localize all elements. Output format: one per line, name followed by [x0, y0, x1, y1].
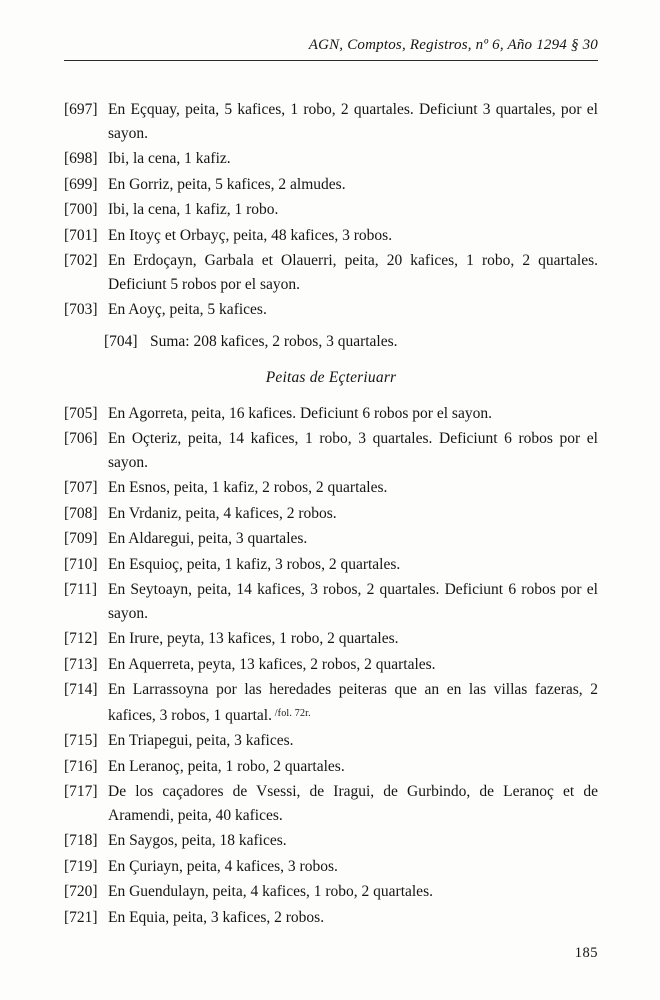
- entry-row: [64, 729, 598, 753]
- entry-number: [698]: [64, 150, 98, 167]
- entry-text: En Agorreta, peita, 16 kafices. Deficiunt 6 robos por el sayon.: [108, 404, 492, 422]
- entry-text: En Irure, peyta, 13 kafices, 1 robo, 2 quartales.: [108, 630, 399, 647]
- entry-number: [721]: [64, 908, 98, 926]
- header-rule: [64, 60, 598, 61]
- entries-section-1: [64, 98, 598, 322]
- entry-number: [719]: [64, 857, 98, 875]
- entry-row: [64, 780, 598, 827]
- entry-text: En Aldaregui, peita, 3 quartales.: [108, 530, 308, 547]
- entry-row: [64, 678, 598, 727]
- entry-row: [64, 298, 598, 322]
- entry-text: En Oçteriz, peita, 14 kafices, 1 robo, 3 quartales. Deficiunt 6 robos por el sayon.: [108, 430, 598, 471]
- entry-number: [700]: [64, 201, 98, 218]
- entry-number: [709]: [64, 530, 98, 547]
- entry-text: En Larrassoyna por las heredades peiteras que an en las villas fazeras, 2 kafices, 3 robos, 1 quartal. $^{/fol. 72r.}$: [108, 681, 598, 724]
- entry-row: [64, 906, 598, 930]
- entry-text: En Çuriayn, peita, 4 kafices, 3 robos.: [108, 857, 338, 875]
- entry-text: En Seytoayn, peita, 14 kafices, 3 robos, 2 quartales. Deficiunt 6 robos por el sayon.: [108, 581, 598, 622]
- entry-row: [64, 653, 598, 677]
- entry-number: [703]: [64, 301, 98, 318]
- folio-note: /fol. 72r.: [272, 707, 311, 719]
- entry-row: [64, 553, 598, 577]
- entry-text: De los caçadores de Vsessi, de Iragui, de Gurbindo, de Leranoç et de Aramendi, peita, 40 kafices.: [108, 783, 598, 824]
- entry-number: [710]: [64, 555, 98, 573]
- entry-number: [701]: [64, 226, 98, 244]
- entry-text: Ibi, la cena, 1 kafiz.: [108, 150, 231, 167]
- entry-row: [64, 627, 598, 651]
- page-header: [64, 36, 598, 61]
- entry-text: En Esnos, peita, 1 kafiz, 2 robos, 2 quartales.: [108, 479, 388, 496]
- entry-number: [712]: [64, 630, 98, 647]
- entry-row: [64, 476, 598, 500]
- entry-text: En Vrdaniz, peita, 4 kafices, 2 robos.: [108, 504, 337, 522]
- entry-number: [706]: [64, 430, 98, 447]
- entry-number: [716]: [64, 757, 98, 775]
- entry-row: [64, 755, 598, 779]
- entry-text: En Eçquay, peita, 5 kafices, 1 robo, 2 quartales. Deficiunt 3 quartales, por el sayon.: [108, 101, 598, 142]
- entry-text: En Gorriz, peita, 5 kafices, 2 almudes.: [108, 175, 346, 193]
- running-header-citation: AGN, Comptos, Registros, nº 6, Año 1294 § 30: [308, 37, 598, 53]
- entry-number: [713]: [64, 655, 98, 673]
- entry-text: En Esquioç, peita, 1 kafiz, 3 robos, 2 quartales.: [108, 555, 401, 573]
- entry-number: [702]: [64, 252, 98, 269]
- section-heading: Peitas de Eçteriuarr: [265, 369, 397, 386]
- entry-row: [64, 402, 598, 426]
- entry-number: [717]: [64, 783, 98, 800]
- entry-text: En Aoyç, peita, 5 kafices.: [108, 301, 267, 318]
- suma-text: Suma: 208 kafices, 2 robos, 3 quartales.: [150, 332, 398, 350]
- entry-number: [711]: [64, 581, 97, 598]
- document-body: [64, 98, 598, 929]
- entry-text: En Saygos, peita, 18 kafices.: [108, 832, 287, 849]
- entry-row: [64, 829, 598, 853]
- entry-text: Ibi, la cena, 1 kafiz, 1 robo.: [108, 201, 279, 218]
- entry-text: En Aquerreta, peyta, 13 kafices, 2 robos, 2 quartales.: [108, 655, 436, 673]
- entry-text: En Triapegui, peita, 3 kafices.: [108, 732, 294, 749]
- entry-number: [704]: [104, 332, 138, 350]
- entry-text: En Itoyç et Orbayç, peita, 48 kafices, 3 robos.: [108, 226, 393, 244]
- suma-entry: [104, 330, 598, 354]
- entry-number: [699]: [64, 175, 98, 193]
- entry-row: [64, 249, 598, 296]
- entry-number: [720]: [64, 883, 98, 900]
- entry-row: [64, 173, 598, 197]
- entry-row: [64, 147, 598, 171]
- entry-row: [64, 880, 598, 904]
- entry-number: [697]: [64, 101, 98, 118]
- entry-row: [64, 855, 598, 879]
- entry-row: [64, 224, 598, 248]
- page-number: 185: [574, 945, 598, 961]
- entry-number: [715]: [64, 732, 98, 749]
- entry-number: [708]: [64, 504, 98, 522]
- entry-row: [64, 527, 598, 551]
- entry-text: En Equia, peita, 3 kafices, 2 robos.: [108, 908, 325, 926]
- entry-text: En Leranoç, peita, 1 robo, 2 quartales.: [108, 757, 345, 775]
- entry-number: [714]: [64, 681, 98, 698]
- entry-row: [64, 98, 598, 145]
- entry-number: [718]: [64, 832, 98, 849]
- entry-row: [64, 578, 598, 625]
- entry-number: [707]: [64, 479, 98, 496]
- entries-section-2: [64, 402, 598, 930]
- entry-number: [705]: [64, 404, 98, 422]
- entry-row: [64, 502, 598, 526]
- entry-row: [64, 427, 598, 474]
- entry-text: En Erdoçayn, Garbala et Olauerri, peita, 20 kafices, 1 robo, 2 quartales. Deficiunt 5 robos por el sayon.: [108, 252, 598, 293]
- entry-row: [64, 198, 598, 222]
- entry-text: En Guendulayn, peita, 4 kafices, 1 robo, 2 quartales.: [108, 883, 433, 900]
